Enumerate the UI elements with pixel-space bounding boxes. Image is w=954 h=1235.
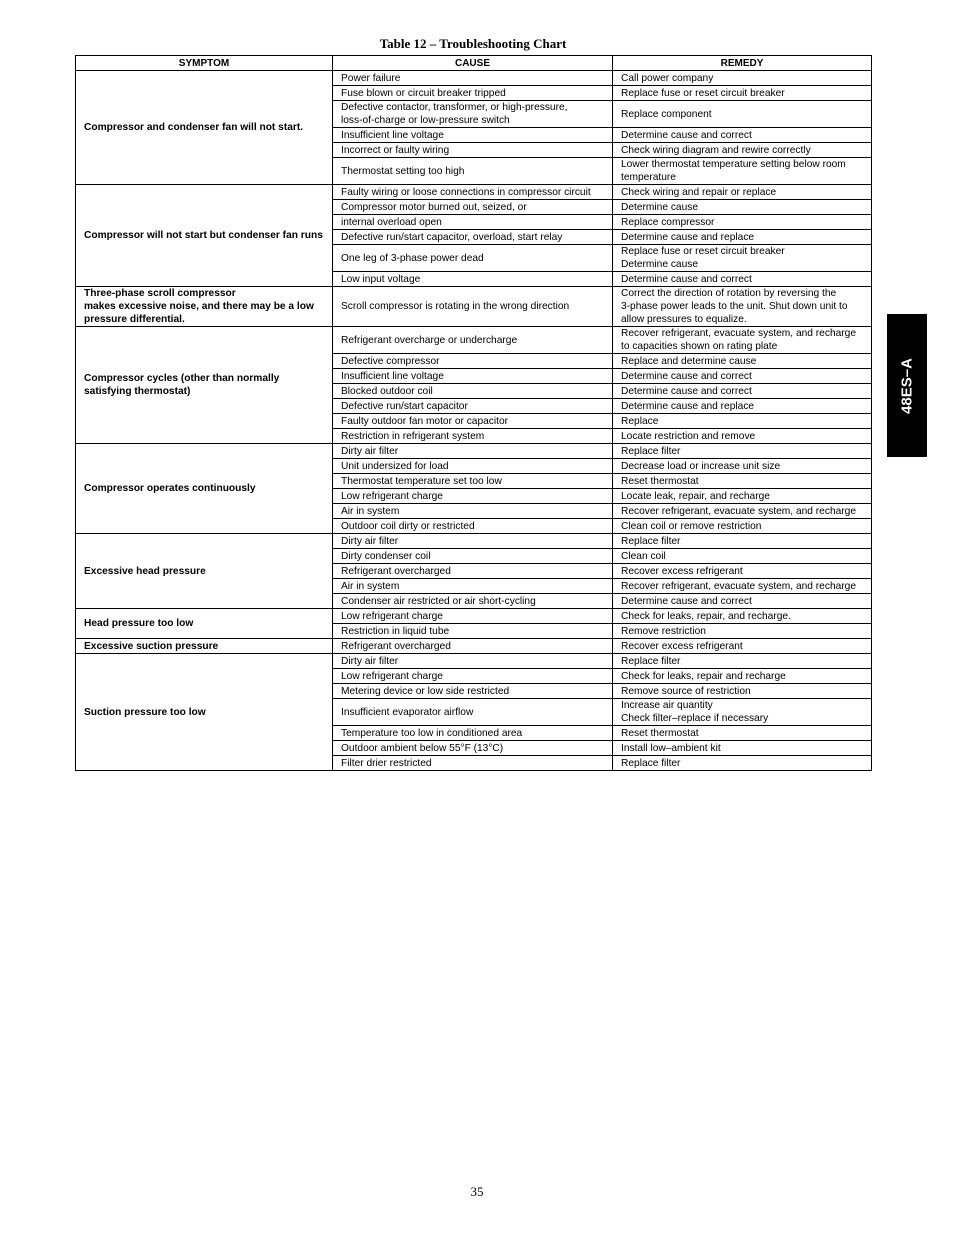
- remedy-cell: Check for leaks, repair, and recharge.: [613, 609, 872, 624]
- cause-cell: Insufficient line voltage: [333, 369, 613, 384]
- cause-cell: Low input voltage: [333, 272, 613, 287]
- cause-cell: Restriction in liquid tube: [333, 624, 613, 639]
- cause-cell: Blocked outdoor coil: [333, 384, 613, 399]
- remedy-cell: Determine cause and correct: [613, 128, 872, 143]
- table-row: [76, 654, 872, 669]
- remedy-cell: Check wiring and repair or replace: [613, 185, 872, 200]
- remedy-cell: Clean coil: [613, 549, 872, 564]
- remedy-cell: Replace compressor: [613, 215, 872, 230]
- cause-cell: Temperature too low in conditioned area: [333, 726, 613, 741]
- remedy-cell: Replace component: [613, 101, 872, 128]
- remedy-cell: Determine cause: [613, 200, 872, 215]
- cause-cell: Thermostat temperature set too low: [333, 474, 613, 489]
- cause-cell: Dirty air filter: [333, 654, 613, 669]
- cause-cell: Refrigerant overcharged: [333, 564, 613, 579]
- cause-cell: Low refrigerant charge: [333, 669, 613, 684]
- table-caption: Table 12 – Troubleshooting Chart: [379, 36, 567, 51]
- symptom-cell: Compressor operates continuously: [76, 444, 333, 534]
- table-body: [76, 71, 872, 771]
- remedy-cell: Check wiring diagram and rewire correctly: [613, 143, 872, 158]
- cause-cell: Air in system: [333, 504, 613, 519]
- table-row: [76, 287, 872, 327]
- cause-cell: Incorrect or faulty wiring: [333, 143, 613, 158]
- page-number: 35: [470, 1184, 484, 1199]
- cause-cell: Fuse blown or circuit breaker tripped: [333, 86, 613, 101]
- table-row: [76, 639, 872, 654]
- header-symptom: SYMPTOM: [76, 56, 333, 71]
- remedy-cell: Recover excess refrigerant: [613, 639, 872, 654]
- remedy-cell: Determine cause and replace: [613, 230, 872, 245]
- remedy-cell: Install low–ambient kit: [613, 741, 872, 756]
- cause-cell: Dirty condenser coil: [333, 549, 613, 564]
- remedy-cell: Recover refrigerant, evacuate system, and recharge to capacities shown on rating plate: [613, 327, 872, 354]
- symptom-cell: Compressor cycles (other than normally satisfying thermostat): [76, 327, 333, 444]
- symptom-cell: Excessive head pressure: [76, 534, 333, 609]
- remedy-cell: Determine cause and correct: [613, 384, 872, 399]
- cause-cell: Outdoor ambient below 55°F (13°C): [333, 741, 613, 756]
- header-remedy: REMEDY: [613, 56, 872, 71]
- cause-cell: Faulty wiring or loose connections in compressor circuit: [333, 185, 613, 200]
- cause-cell: Scroll compressor is rotating in the wrong direction: [333, 287, 613, 327]
- remedy-cell: Recover excess refrigerant: [613, 564, 872, 579]
- cause-cell: Insufficient line voltage: [333, 128, 613, 143]
- cause-cell: Defective contactor, transformer, or high‑pressure, loss‑of‑charge or low‑pressure switch: [333, 101, 613, 128]
- remedy-cell: Determine cause and replace: [613, 399, 872, 414]
- remedy-cell: Remove restriction: [613, 624, 872, 639]
- cause-cell: Compressor motor burned out, seized, or: [333, 200, 613, 215]
- remedy-cell: Replace fuse or reset circuit breaker: [613, 86, 872, 101]
- remedy-cell: Replace filter: [613, 756, 872, 771]
- remedy-cell: Replace: [613, 414, 872, 429]
- table-row: [76, 609, 872, 624]
- remedy-cell: Replace filter: [613, 444, 872, 459]
- remedy-cell: Replace filter: [613, 534, 872, 549]
- remedy-cell: Decrease load or increase unit size: [613, 459, 872, 474]
- cause-cell: Unit undersized for load: [333, 459, 613, 474]
- cause-cell: Low refrigerant charge: [333, 609, 613, 624]
- side-tab: [887, 314, 927, 457]
- remedy-cell: Recover refrigerant, evacuate system, and recharge: [613, 579, 872, 594]
- table-row: [76, 71, 872, 86]
- cause-cell: Filter drier restricted: [333, 756, 613, 771]
- cause-cell: Restriction in refrigerant system: [333, 429, 613, 444]
- cause-cell: Dirty air filter: [333, 534, 613, 549]
- remedy-cell: Lower thermostat temperature setting below room temperature: [613, 158, 872, 185]
- cause-cell: One leg of 3‑phase power dead: [333, 245, 613, 272]
- table-header-row: [76, 56, 872, 71]
- cause-cell: Metering device or low side restricted: [333, 684, 613, 699]
- remedy-cell: Replace fuse or reset circuit breaker Determine cause: [613, 245, 872, 272]
- cause-cell: Faulty outdoor fan motor or capacitor: [333, 414, 613, 429]
- symptom-cell: Three‑phase scroll compressor makes excessive noise, and there may be a low pressure differential.: [76, 287, 333, 327]
- remedy-cell: Reset thermostat: [613, 474, 872, 489]
- cause-cell: Low refrigerant charge: [333, 489, 613, 504]
- cause-cell: Thermostat setting too high: [333, 158, 613, 185]
- cause-cell: Condenser air restricted or air short‑cycling: [333, 594, 613, 609]
- cause-cell: Insufficient evaporator airflow: [333, 699, 613, 726]
- symptom-cell: Head pressure too low: [76, 609, 333, 639]
- cause-cell: Outdoor coil dirty or restricted: [333, 519, 613, 534]
- remedy-cell: Reset thermostat: [613, 726, 872, 741]
- cause-cell: Dirty air filter: [333, 444, 613, 459]
- cause-cell: Defective run/start capacitor: [333, 399, 613, 414]
- symptom-cell: Compressor and condenser fan will not start.: [76, 71, 333, 185]
- remedy-cell: Increase air quantity Check filter–replace if necessary: [613, 699, 872, 726]
- cause-cell: Defective compressor: [333, 354, 613, 369]
- table-row: [76, 327, 872, 354]
- remedy-cell: Determine cause and correct: [613, 369, 872, 384]
- symptom-cell: Excessive suction pressure: [76, 639, 333, 654]
- remedy-cell: Determine cause and correct: [613, 594, 872, 609]
- remedy-cell: Clean coil or remove restriction: [613, 519, 872, 534]
- cause-cell: internal overload open: [333, 215, 613, 230]
- side-tab-label: 48ES–A: [898, 357, 916, 414]
- cause-cell: Power failure: [333, 71, 613, 86]
- table-row: [76, 444, 872, 459]
- remedy-cell: Recover refrigerant, evacuate system, and recharge: [613, 504, 872, 519]
- remedy-cell: Remove source of restriction: [613, 684, 872, 699]
- symptom-cell: Suction pressure too low: [76, 654, 333, 771]
- remedy-cell: Correct the direction of rotation by reversing the 3‑phase power leads to the unit. Shut down unit to allow pressures to equalize.: [613, 287, 872, 327]
- remedy-cell: Check for leaks, repair and recharge: [613, 669, 872, 684]
- cause-cell: Refrigerant overcharged: [333, 639, 613, 654]
- remedy-cell: Replace and determine cause: [613, 354, 872, 369]
- table-row: [76, 185, 872, 200]
- symptom-cell: Compressor will not start but condenser fan runs: [76, 185, 333, 287]
- remedy-cell: Locate leak, repair, and recharge: [613, 489, 872, 504]
- remedy-cell: Determine cause and correct: [613, 272, 872, 287]
- cause-cell: Defective run/start capacitor, overload, start relay: [333, 230, 613, 245]
- remedy-cell: Locate restriction and remove: [613, 429, 872, 444]
- remedy-cell: Replace filter: [613, 654, 872, 669]
- header-cause: CAUSE: [333, 56, 613, 71]
- remedy-cell: Call power company: [613, 71, 872, 86]
- table-row: [76, 534, 872, 549]
- troubleshooting-table: [75, 55, 872, 771]
- cause-cell: Refrigerant overcharge or undercharge: [333, 327, 613, 354]
- cause-cell: Air in system: [333, 579, 613, 594]
